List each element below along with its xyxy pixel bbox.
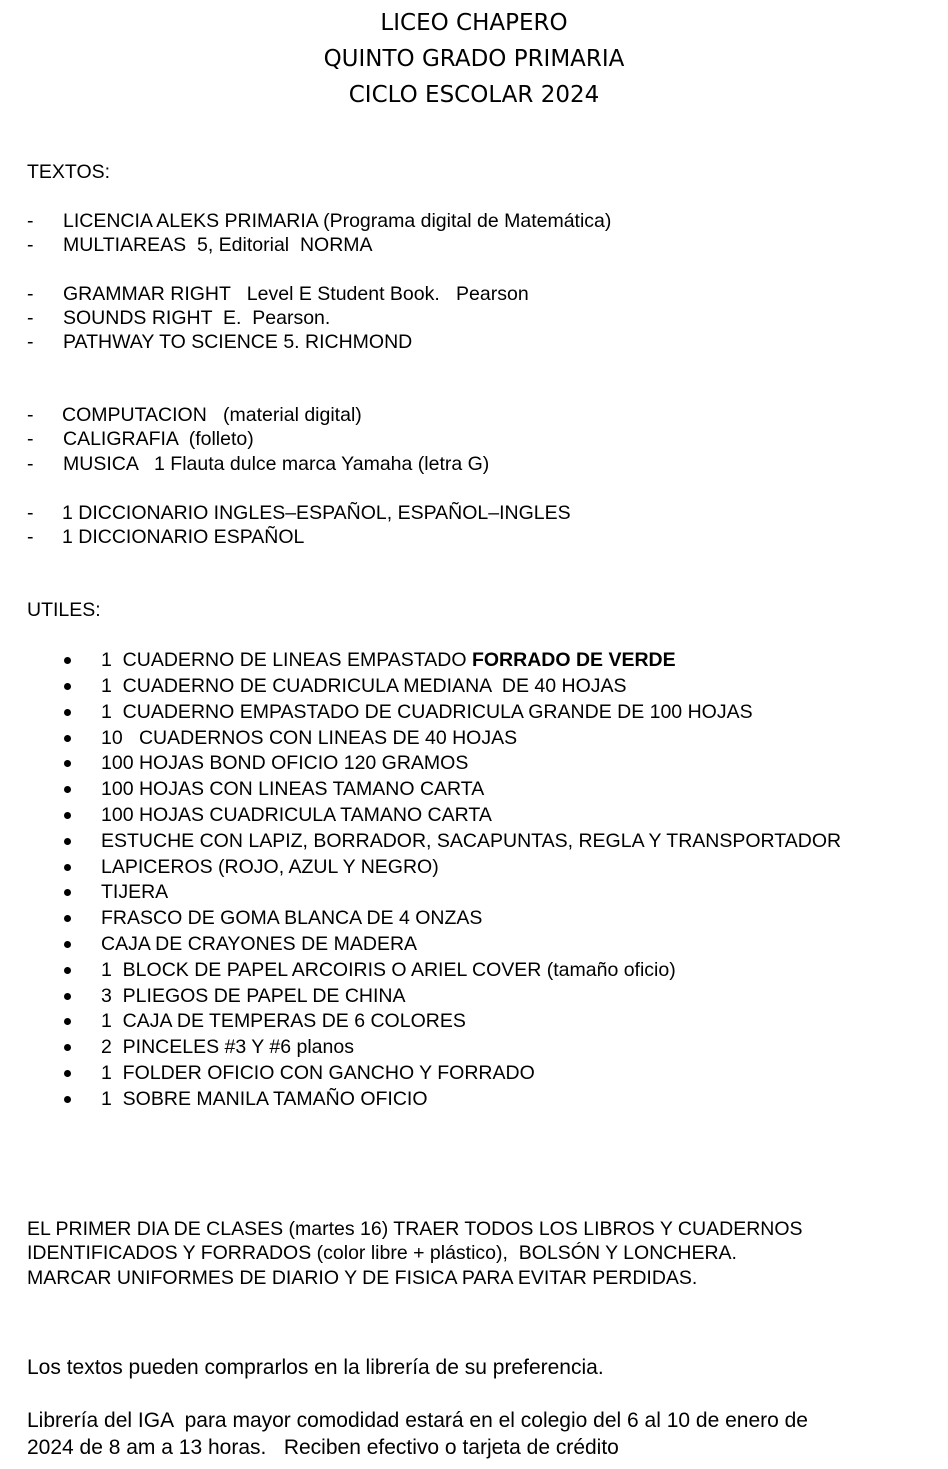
list-item: 1 SOBRE MANILA TAMAÑO OFICIO: [101, 1087, 428, 1110]
list-item: 3 PLIEGOS DE PAPEL DE CHINA: [101, 984, 406, 1007]
list-item: MUSICA 1 Flauta dulce marca Yamaha (letra G): [63, 453, 490, 475]
bullet-icon: [64, 967, 71, 974]
dash-marker: -: [27, 307, 34, 329]
bullet-icon: [64, 683, 71, 690]
list-item: SOUNDS RIGHT E. Pearson.: [63, 307, 331, 329]
utiles-heading: UTILES:: [27, 599, 101, 621]
dash-marker: -: [27, 428, 34, 450]
grade-title: QUINTO GRADO PRIMARIA: [323, 46, 625, 72]
list-item: 1 CUADERNO DE CUADRICULA MEDIANA DE 40 HOJAS: [101, 675, 627, 697]
textos-heading: TEXTOS:: [27, 161, 111, 183]
list-item: 10 CUADERNOS CON LINEAS DE 40 HOJAS: [101, 726, 518, 749]
footer-line: Los textos pueden comprarlos en la librería de su preferencia.: [27, 1356, 604, 1379]
bullet-icon: [64, 657, 71, 664]
footer-line: 2024 de 8 am a 13 horas. Reciben efectivo o tarjeta de crédito: [27, 1436, 619, 1459]
list-item: 1 FOLDER OFICIO CON GANCHO Y FORRADO: [101, 1062, 535, 1084]
list-item: 1 CUADERNO EMPASTADO DE CUADRICULA GRANDE DE 100 HOJAS: [101, 700, 753, 723]
dash-marker: -: [27, 331, 34, 353]
list-item: 1 CAJA DE TEMPERAS DE 6 COLORES: [101, 1010, 466, 1033]
list-item: ESTUCHE CON LAPIZ, BORRADOR, SACAPUNTAS, REGLA Y TRANSPORTADOR: [101, 829, 842, 852]
list-item-prefix: 1 CUADERNO DE LINEAS EMPASTADO: [101, 649, 472, 671]
dash-marker: -: [27, 502, 34, 524]
bullet-icon: [64, 709, 71, 716]
list-item: GRAMMAR RIGHT Level E Student Book. Pearson: [63, 283, 529, 305]
bullet-icon: [64, 941, 71, 948]
dash-marker: -: [27, 404, 34, 426]
list-item: 100 HOJAS CUADRICULA TAMANO CARTA: [101, 804, 492, 826]
dash-marker: -: [27, 210, 34, 232]
list-item: PATHWAY TO SCIENCE 5. RICHMOND: [63, 331, 413, 353]
list-item: 1 DICCIONARIO INGLES–ESPAÑOL, ESPAÑOL–INGLES: [62, 502, 571, 524]
list-item: CALIGRAFIA (folleto): [63, 428, 254, 450]
list-item: CAJA DE CRAYONES DE MADERA: [101, 933, 418, 955]
notice-line: IDENTIFICADOS Y FORRADOS (color libre + plástico), BOLSÓN Y LONCHERA.: [27, 1242, 737, 1264]
notice-line: EL PRIMER DIA DE CLASES (martes 16) TRAER TODOS LOS LIBROS Y CUADERNOS: [27, 1218, 803, 1240]
list-item: LICENCIA ALEKS PRIMARIA (Programa digital de Matemática): [63, 210, 612, 232]
bullet-icon: [64, 864, 71, 871]
list-item: COMPUTACION (material digital): [62, 404, 362, 426]
bullet-icon: [64, 786, 71, 793]
bullet-icon: [64, 915, 71, 922]
school-year: CICLO ESCOLAR 2024: [348, 82, 600, 108]
footer-line: Librería del IGA para mayor comodidad estará en el colegio del 6 al 10 de enero de: [27, 1409, 808, 1432]
bullet-icon: [64, 1044, 71, 1051]
bullet-icon: [64, 735, 71, 742]
bullet-icon: [64, 889, 71, 896]
list-item: LAPICEROS (ROJO, AZUL Y NEGRO): [101, 855, 439, 878]
list-item: TIJERA: [101, 881, 169, 904]
list-item: 2 PINCELES #3 Y #6 planos: [101, 1036, 354, 1059]
list-item: FRASCO DE GOMA BLANCA DE 4 ONZAS: [101, 907, 483, 930]
list-item: 100 HOJAS CON LINEAS TAMANO CARTA: [101, 778, 485, 801]
bullet-icon: [64, 838, 71, 845]
bullet-icon: [64, 760, 71, 767]
emphasis-text: FORRADO DE VERDE: [471, 649, 676, 671]
bullet-icon: [64, 993, 71, 1000]
bullet-icon: [64, 1018, 71, 1025]
bullet-icon: [64, 812, 71, 819]
dash-marker: -: [27, 526, 34, 548]
dash-marker: -: [27, 234, 34, 256]
bullet-icon: [64, 1096, 71, 1103]
notice-line: MARCAR UNIFORMES DE DIARIO Y DE FISICA PARA EVITAR PERDIDAS.: [27, 1267, 698, 1289]
document-header: [0, 5, 948, 113]
list-item: 1 BLOCK DE PAPEL ARCOIRIS O ARIEL COVER (tamaño oficio): [101, 958, 676, 981]
bullet-icon: [64, 1070, 71, 1077]
list-item: [101, 648, 676, 672]
dash-marker: -: [27, 283, 34, 305]
list-item: 1 DICCIONARIO ESPAÑOL: [62, 526, 305, 548]
list-item: 100 HOJAS BOND OFICIO 120 GRAMOS: [101, 752, 469, 775]
school-name: LICEO CHAPERO: [380, 10, 568, 36]
dash-marker: -: [27, 453, 34, 475]
list-item: MULTIAREAS 5, Editorial NORMA: [63, 234, 373, 256]
